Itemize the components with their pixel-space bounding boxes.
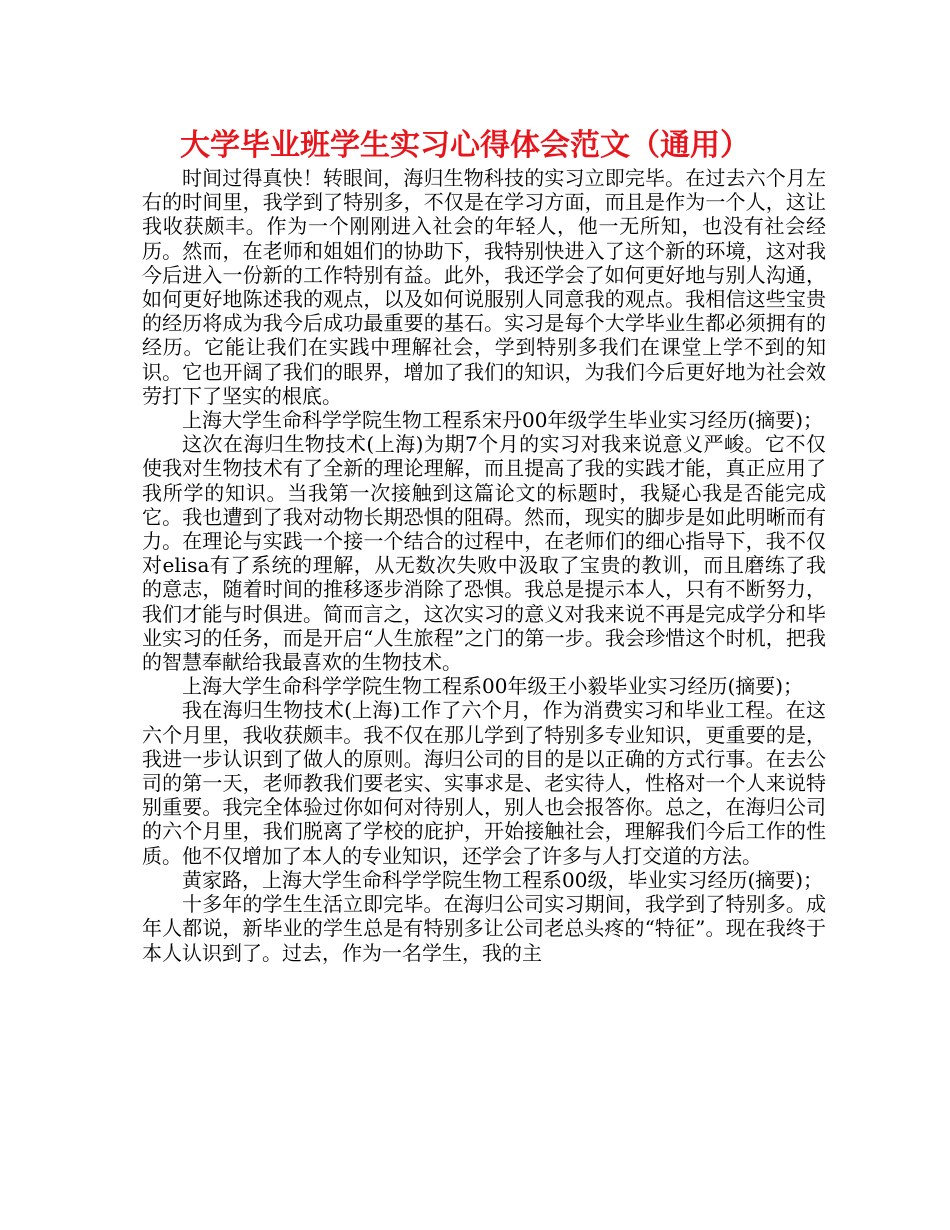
paragraph: 上海大学生命科学学院生物工程系00年级王小毅毕业实习经历(摘要)；	[182, 674, 804, 699]
document-title: 大学毕业班学生实习心得体会范文（通用）	[180, 128, 750, 163]
paragraph: 十多年的学生生活立即完毕。在海归公司实习期间，我学到了特别多。成年人都说，新毕业的学生总是有特别多让公司老总头疼的“特征”。现在我终于本人认识到了。过去，作为一名学生，我的主	[142, 892, 826, 965]
paragraph: 这次在海归生物技术(上海)为期7个月的实习对我来说意义严峻。它不仅使我对生物技术有了全新的理论理解，而且提高了我的实践才能，真正应用了我所学的知识。当我第一次接触到这篇论文的标题时，我疑心我是否能完成它。我也遭到了我对动物长期恐惧的阻碍。然而，现实的脚步是如此明晰而有力。在理论与实践一个接一个结合的过程中，在老师们的细心指导下，我不仅对elisa有了系统的理解，从无数次失败中汲取了宝贵的教训，而且磨练了我的意志，随着时间的推移逐步消除了恐惧。我总是提示本人，只有不断努力，我们才能与时俱进。简而言之，这次实习的意义对我来说不再是完成学分和毕业实习的任务，而是开启“人生旅程”之门的第一步。我会珍惜这个时机，把我的智慧奉献给我最喜欢的生物技术。	[142, 432, 826, 675]
paragraph: 时间过得真快！转眼间，海归生物科技的实习立即完毕。在过去六个月左右的时间里，我学到了特别多，不仅是在学习方面，而且是作为一个人，这让我收获颇丰。作为一个刚刚进入社会的年轻人，他一无所知，也没有社会经历。然而，在老师和姐姐们的协助下，我特别快进入了这个新的环境，这对我今后进入一份新的工作特别有益。此外，我还学会了如何更好地与别人沟通，如何更好地陈述我的观点，以及如何说服别人同意我的观点。我相信这些宝贵的经历将成为我今后成功最重要的基石。实习是每个大学毕业生都必须拥有的经历。它能让我们在实践中理解社会，学到特别多我们在课堂上学不到的知识。它也开阔了我们的眼界，增加了我们的知识，为我们今后更好地为社会效劳打下了坚实的根底。	[142, 166, 826, 408]
paragraph: 上海大学生命科学学院生物工程系宋丹00年级学生毕业实习经历(摘要)；	[182, 408, 824, 433]
paragraph: 黄家路，上海大学生命科学学院生物工程系00级，毕业实习经历(摘要)；	[182, 867, 824, 892]
document-body	[142, 166, 826, 965]
paragraph: 我在海归生物技术(上海)工作了六个月，作为消费实习和毕业工程。在这六个月里，我收获颇丰。我不仅在那儿学到了特别多专业知识，更重要的是，我进一步认识到了做人的原则。海归公司的目的是以正确的方式行事。在去公司的第一天，老师教我们要老实、实事求是、老实待人，性格对一个人来说特别重要。我完全体验过你如何对待别人，别人也会报答你。总之，在海归公司的六个月里，我们脱离了学校的庇护，开始接触社会，理解我们今后工作的性质。他不仅增加了本人的专业知识，还学会了许多与人打交道的方法。	[142, 698, 826, 868]
